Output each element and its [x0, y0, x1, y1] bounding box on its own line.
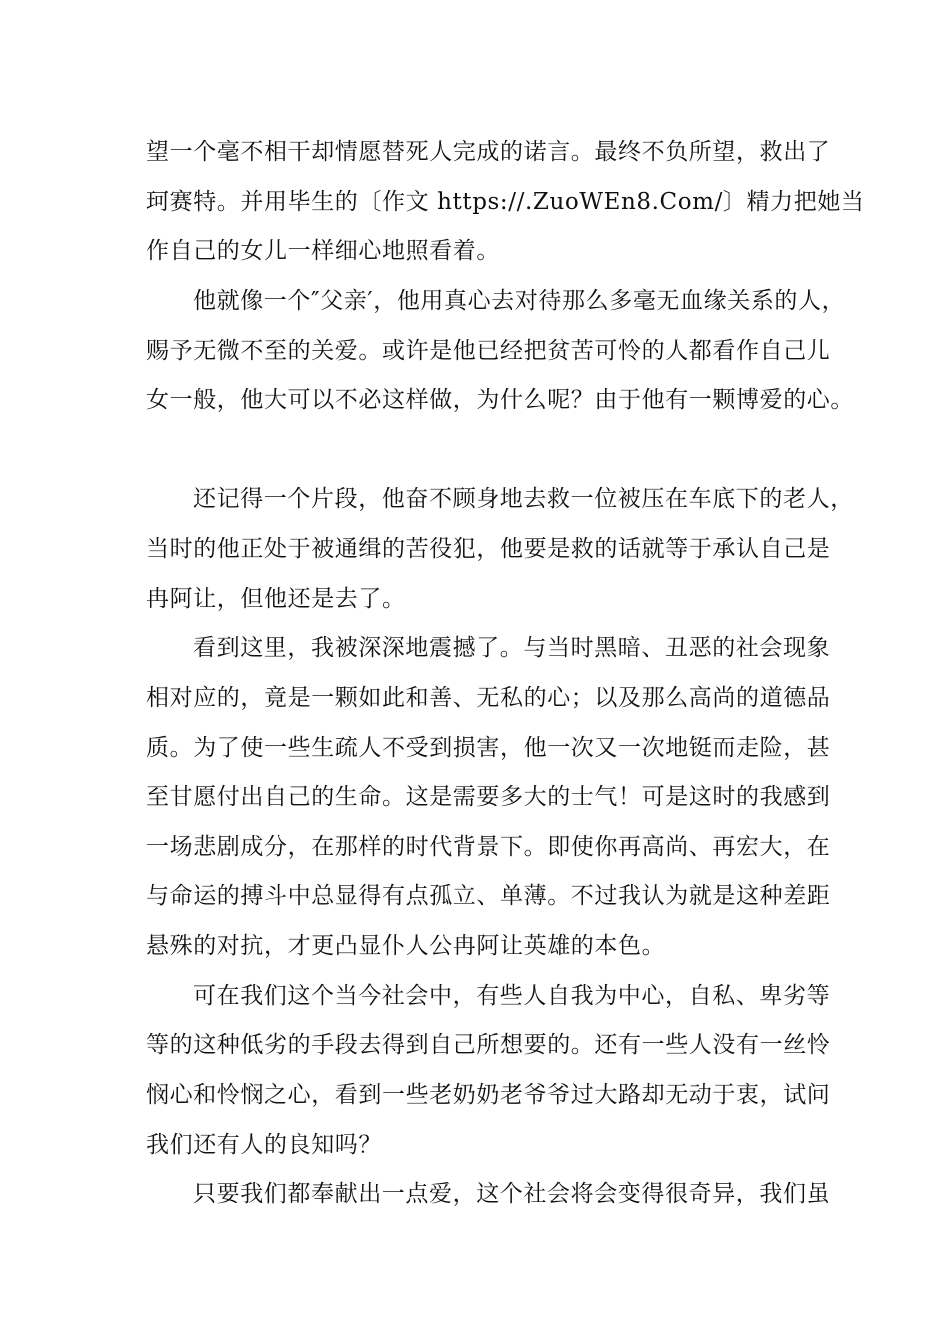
text-line: 至甘愿付出自己的生命。这是需要多大的士气！可是这时的我感到 [146, 784, 831, 810]
text-line: 相对应的，竟是一颗如此和善、无私的心；以及那么高尚的道德品 [146, 685, 831, 711]
text-line: 冉阿让，但他还是去了。 [146, 586, 406, 612]
text-line: 一场悲剧成分，在那样的时代背景下。即使你再高尚、再宏大，在 [146, 834, 831, 860]
text-line: 我们还有人的良知吗？ [146, 1132, 382, 1158]
paragraph-first-line: 他就像一个″父亲′，他用真心去对待那么多毫无血缘关系的人， [193, 288, 846, 314]
text-line: 女一般，他大可以不必这样做，为什么呢？由于他有一颗博爱的心。 [146, 387, 854, 413]
text-line: 等的这种低劣的手段去得到自己所想要的。还有一些人没有一丝怜 [146, 1032, 831, 1058]
text-line: 作自己的女儿一样细心地照看着。 [146, 238, 500, 264]
paragraph-first-line: 可在我们这个当今社会中，有些人自我为中心，自私、卑劣等 [193, 983, 831, 1009]
text-line: 望一个毫不相干却情愿替死人完成的诺言。最终不负所望，救出了 [146, 139, 831, 165]
paragraph-first-line: 只要我们都奉献出一点爱，这个社会将会变得很奇异，我们虽 [193, 1181, 831, 1207]
text-line: 赐予无微不至的关爱。或许是他已经把贫苦可怜的人都看作自己儿 [146, 338, 831, 364]
text-line: 当时的他正处于被通缉的苦役犯，他要是救的话就等于承认自己是 [146, 536, 831, 562]
paragraph-first-line: 还记得一个片段，他奋不顾身地去救一位被压在车底下的老人， [193, 486, 854, 512]
text-line: 与命运的搏斗中总显得有点孤立、单薄。不过我认为就是这种差距 [146, 883, 831, 909]
text-line: 悬殊的对抗，才更凸显仆人公冉阿让英雄的本色。 [146, 933, 666, 959]
text-line: 悯心和怜悯之心，看到一些老奶奶老爷爷过大路却无动于衷，试问 [146, 1082, 831, 1108]
text-line: 质。为了使一些生疏人不受到损害，他一次又一次地铤而走险，甚 [146, 735, 831, 761]
text-line: 珂赛特。并用毕生的〔作文 https://.ZuoWEn8.Com/〕精力把她当 [146, 189, 865, 215]
paragraph-first-line: 看到这里，我被深深地震撼了。与当时黑暗、丑恶的社会现象 [193, 635, 831, 661]
